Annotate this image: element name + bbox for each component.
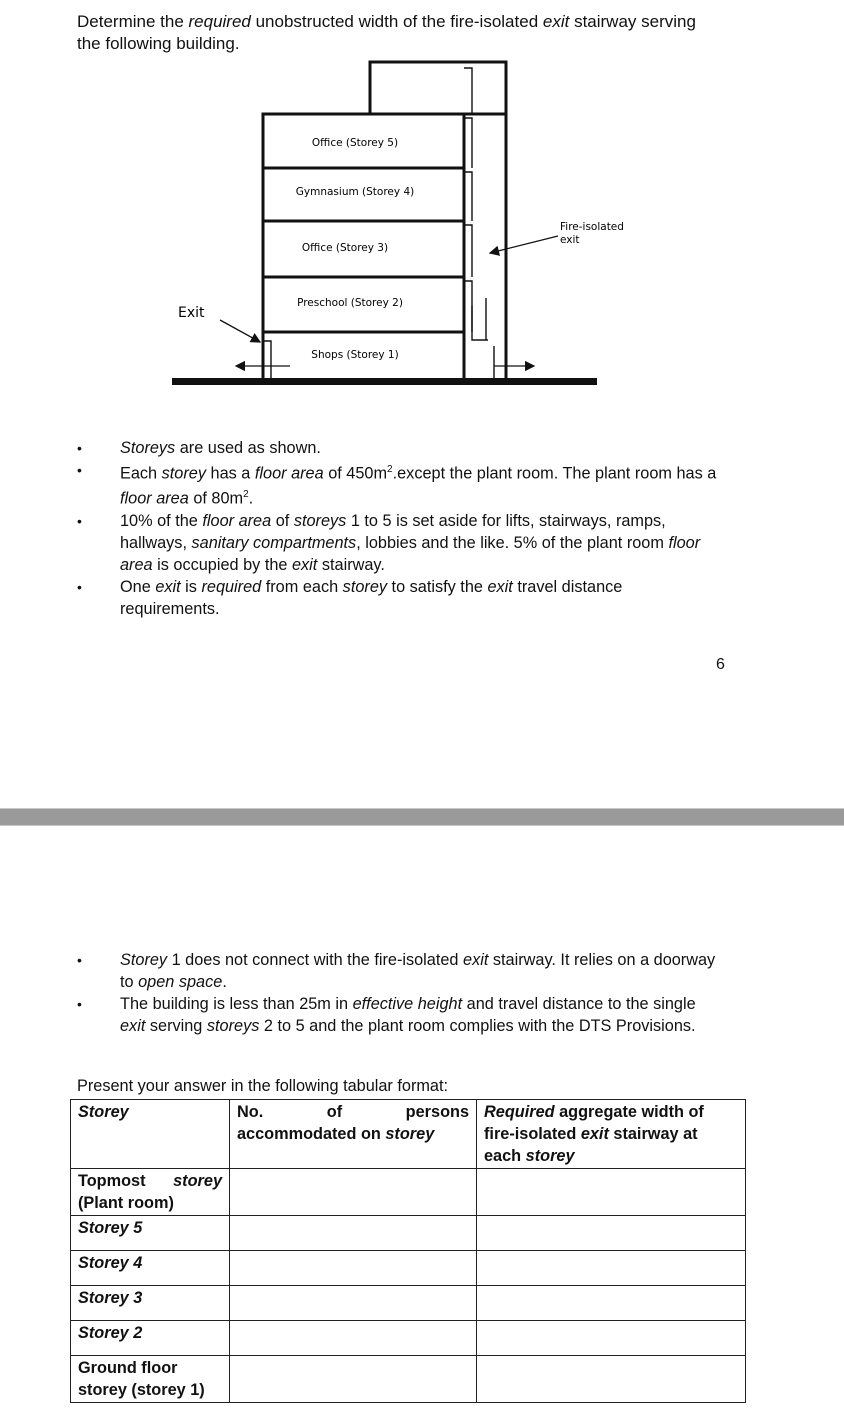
question-text: Determine the required unobstructed width of the fire-isolated exit stairway serving the following building.: [77, 12, 696, 53]
table-row: [71, 1321, 746, 1356]
answer-cell[interactable]: [477, 1286, 746, 1321]
table-header-row: [71, 1100, 746, 1169]
floor-label-storey-3: Office (Storey 3): [301, 242, 389, 254]
header-storey: Storey: [71, 1100, 230, 1169]
list-item: • Each storey has a floor area of $450m^2.except$ the plant room. The plant room has a floor area of $80m^2$.: [77, 462, 717, 508]
answer-cell[interactable]: [230, 1251, 477, 1286]
floor-label-storey-4: Gymnasium (Storey 4): [295, 186, 415, 198]
answer-cell[interactable]: [477, 1216, 746, 1251]
fire-isolated-exit-label-2: exit: [560, 234, 580, 246]
ground-line: [172, 378, 597, 385]
list-item: • The building is less than 25m in effective height and travel distance to the single exit serving storeys 2 to 5 and the plant room complies with the DTS Provisions.: [77, 995, 696, 1035]
table-intro: Present your answer in the following tabular format:: [77, 1077, 449, 1095]
fire-isolated-exit-label: Fire-isolated: [560, 221, 624, 233]
floor-label-storey-5: Office (Storey 5): [311, 137, 399, 149]
answer-cell[interactable]: [477, 1321, 746, 1356]
plant-room: [370, 62, 506, 114]
floor-label-storey-1: Shops (Storey 1): [311, 349, 399, 361]
answer-cell[interactable]: [230, 1169, 477, 1216]
page-number: 6: [716, 656, 725, 673]
answer-cell[interactable]: [230, 1216, 477, 1251]
header-persons: No. of persons accommodated on storey: [230, 1100, 477, 1169]
answer-cell[interactable]: [230, 1286, 477, 1321]
table-row: [71, 1251, 746, 1286]
list-item: • Storey 1 does not connect with the fire-isolated exit stairway. It relies on a doorway to open space.: [77, 951, 716, 991]
answer-table: [70, 1099, 746, 1403]
page-separator: [0, 808, 844, 826]
exit-label: Exit: [178, 305, 205, 321]
building-diagram: [150, 58, 630, 398]
answer-cell[interactable]: [230, 1321, 477, 1356]
row-label-storey-1: Ground floor storey (storey 1): [71, 1356, 230, 1403]
table-row: [71, 1169, 746, 1216]
list-item: • 10% of the floor area of storeys 1 to 5 is set aside for lifts, stairways, ramps, hallways, sanitary compartments, lobbies and the like. 5% of the plant room floor area is occupied by the exit stairway.: [77, 511, 701, 574]
answer-cell[interactable]: [477, 1251, 746, 1286]
table-row: [71, 1286, 746, 1321]
conditions-list-b: [0, 949, 844, 1037]
list-item: • Storeys are used as shown.: [77, 439, 321, 457]
header-width: Required aggregate width of fire-isolated exit stairway at each storey: [477, 1100, 746, 1169]
row-label-storey-2: Storey 2: [71, 1321, 230, 1356]
list-item: • One exit is required from each storey to satisfy the exit travel distance requirements.: [77, 577, 623, 618]
floor-label-storey-2: Preschool (Storey 2): [297, 297, 403, 309]
answer-cell[interactable]: [230, 1356, 477, 1403]
row-label-storey-4: Storey 4: [71, 1251, 230, 1286]
row-label-plant-room: Topmost storey (Plant room): [71, 1169, 230, 1216]
conditions-list-a: [0, 437, 844, 620]
answer-cell[interactable]: [477, 1169, 746, 1216]
row-label-storey-3: Storey 3: [71, 1286, 230, 1321]
answer-cell[interactable]: [477, 1356, 746, 1403]
table-row: [71, 1356, 746, 1403]
row-label-storey-5: Storey 5: [71, 1216, 230, 1251]
table-row: [71, 1216, 746, 1251]
